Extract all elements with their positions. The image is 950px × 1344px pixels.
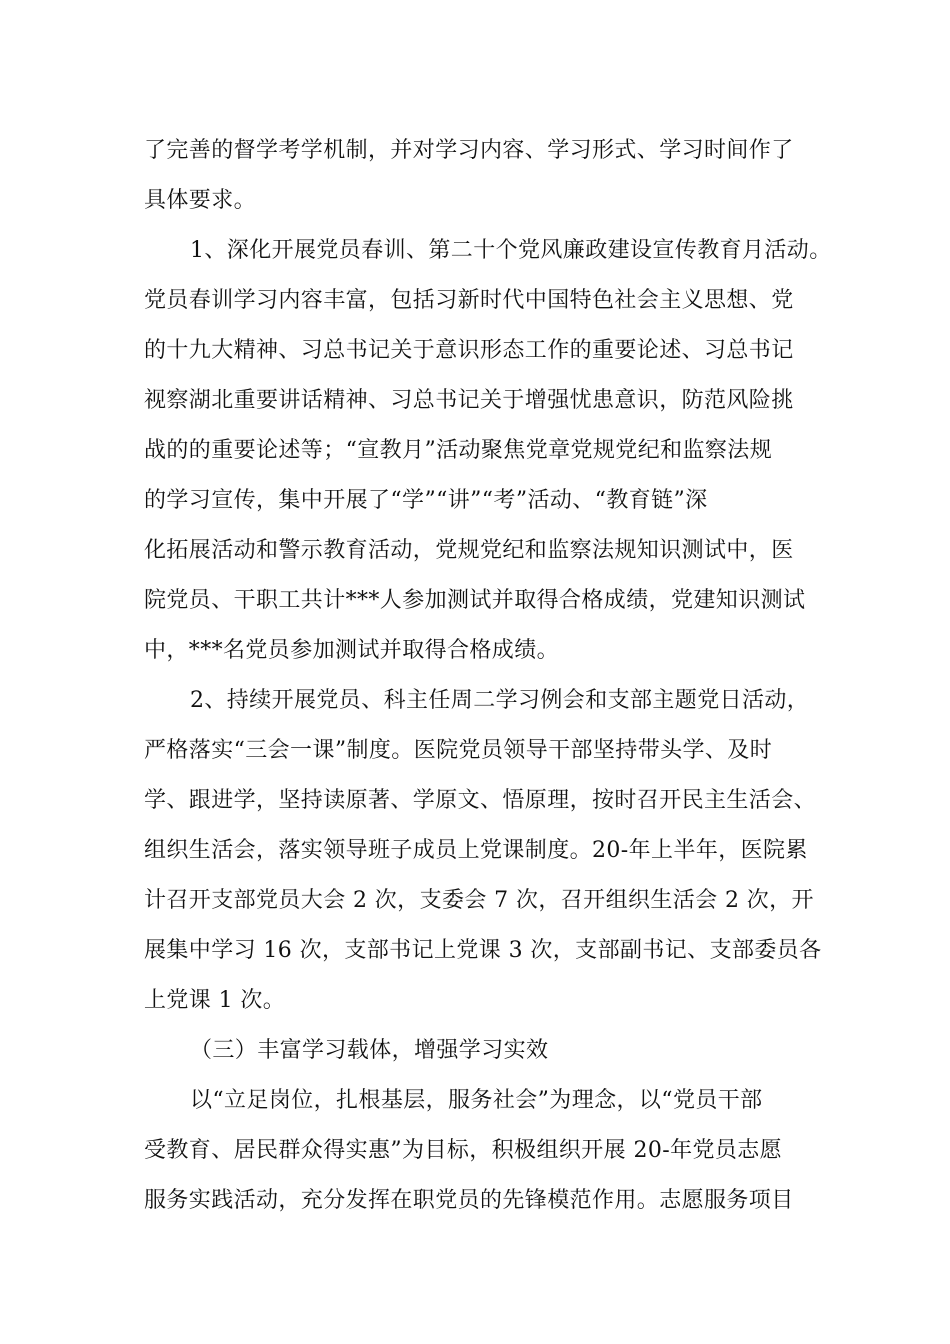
paragraph-start-line: 1、深化开展党员春训、第二十个党风廉政建设宣传教育月活动。 (190, 238, 832, 263)
text-line: 服务实践活动，充分发挥在职党员的先锋模范作用。志愿服务项目 (144, 1188, 794, 1213)
text-line: 上党课 1 次。 (144, 988, 286, 1013)
text-line: 展集中学习 16 次，支部书记上党课 3 次，支部副书记、支部委员各 (144, 938, 822, 963)
paragraph-start-line: 以“立足岗位，扎根基层，服务社会”为理念，以“党员干部 (190, 1088, 763, 1113)
text-line: 院党员、干职工共计***人参加测试并取得合格成绩，党建知识测试 (144, 588, 806, 613)
text-line: 具体要求。 (144, 188, 257, 213)
section-heading: （三）丰富学习载体，增强学习实效 (190, 1038, 549, 1063)
text-line: 组织生活会，落实领导班子成员上党课制度。20-年上半年，医院累 (144, 838, 808, 863)
text-line: 计召开支部党员大会 2 次，支委会 7 次，召开组织生活会 2 次，开 (144, 888, 814, 913)
text-line: 受教育、居民群众得实惠”为目标，积极组织开展 20-年党员志愿 (144, 1138, 783, 1163)
text-line: 学、跟进学，坚持读原著、学原文、悟原理，按时召开民主生活会、 (144, 788, 817, 813)
text-line: 的十九大精神、习总书记关于意识形态工作的重要论述、习总书记 (144, 338, 794, 363)
text-line: 了完善的督学考学机制，并对学习内容、学习形式、学习时间作了 (144, 138, 794, 163)
paragraph-start-line: 2、持续开展党员、科主任周二学习例会和支部主题党日活动， (190, 688, 810, 713)
text-line: 严格落实“三会一课”制度。医院党员领导干部坚持带头学、及时 (144, 738, 773, 763)
text-line: 化拓展活动和警示教育活动，党规党纪和监察法规知识测试中，医 (144, 538, 794, 563)
text-line: 中，***名党员参加测试并取得合格成绩。 (144, 638, 560, 663)
text-line: 战的的重要论述等；“宣教月”活动聚焦党章党规党纪和监察法规 (144, 438, 773, 463)
text-line: 的学习宣传，集中开展了“学”“讲”“考”活动、“教育链”深 (144, 488, 708, 513)
text-line: 视察湖北重要讲话精神、习总书记关于增强忧患意识，防范风险挑 (144, 388, 794, 413)
text-line: 党员春训学习内容丰富，包括习新时代中国特色社会主义思想、党 (144, 288, 794, 313)
